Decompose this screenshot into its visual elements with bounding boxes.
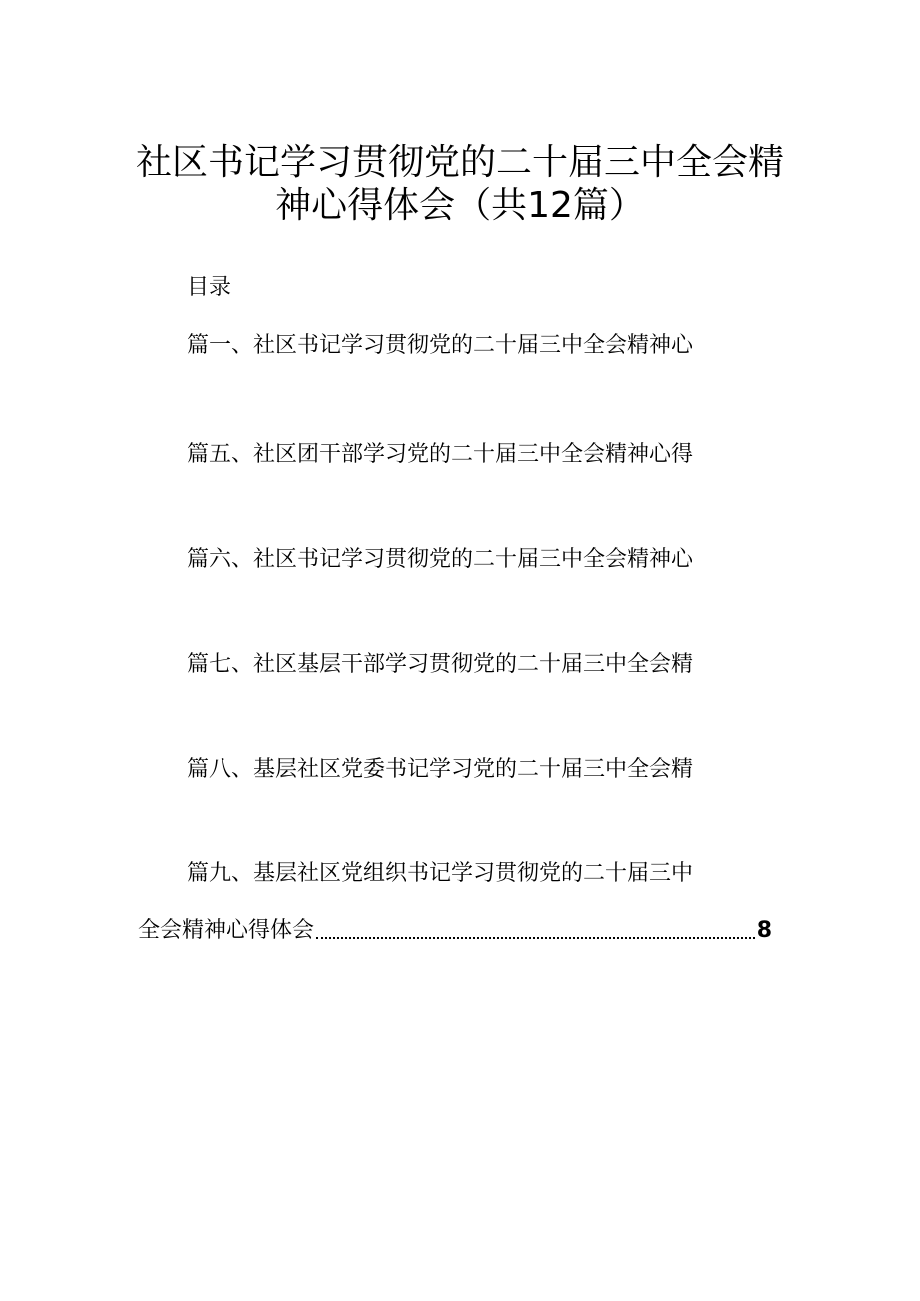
document-title-line-2: 神心得体会（共12篇） — [275, 185, 645, 226]
document-title-line-1: 社区书记学习贯彻党的二十届三中全会精 — [135, 142, 784, 183]
toc-entry[interactable]: 篇六、社区书记学习贯彻党的二十届三中全会精神心 — [187, 547, 694, 572]
toc-entry-continuation[interactable] — [138, 916, 772, 946]
toc-leader-dots — [316, 921, 755, 939]
toc-page-number: 8 — [756, 918, 772, 943]
toc-heading: 目录 — [187, 275, 232, 300]
toc-entry[interactable]: 篇五、社区团干部学习党的二十届三中全会精神心得 — [187, 442, 694, 467]
toc-entry[interactable]: 篇七、社区基层干部学习贯彻党的二十届三中全会精 — [187, 652, 694, 677]
toc-entry[interactable]: 篇一、社区书记学习贯彻党的二十届三中全会精神心 — [187, 333, 694, 358]
toc-entry[interactable]: 篇八、基层社区党委书记学习党的二十届三中全会精 — [187, 757, 694, 782]
toc-entry-continuation-text: 全会精神心得体会 — [138, 918, 315, 943]
toc-entry[interactable]: 篇九、基层社区党组织书记学习贯彻党的二十届三中 — [187, 861, 694, 886]
